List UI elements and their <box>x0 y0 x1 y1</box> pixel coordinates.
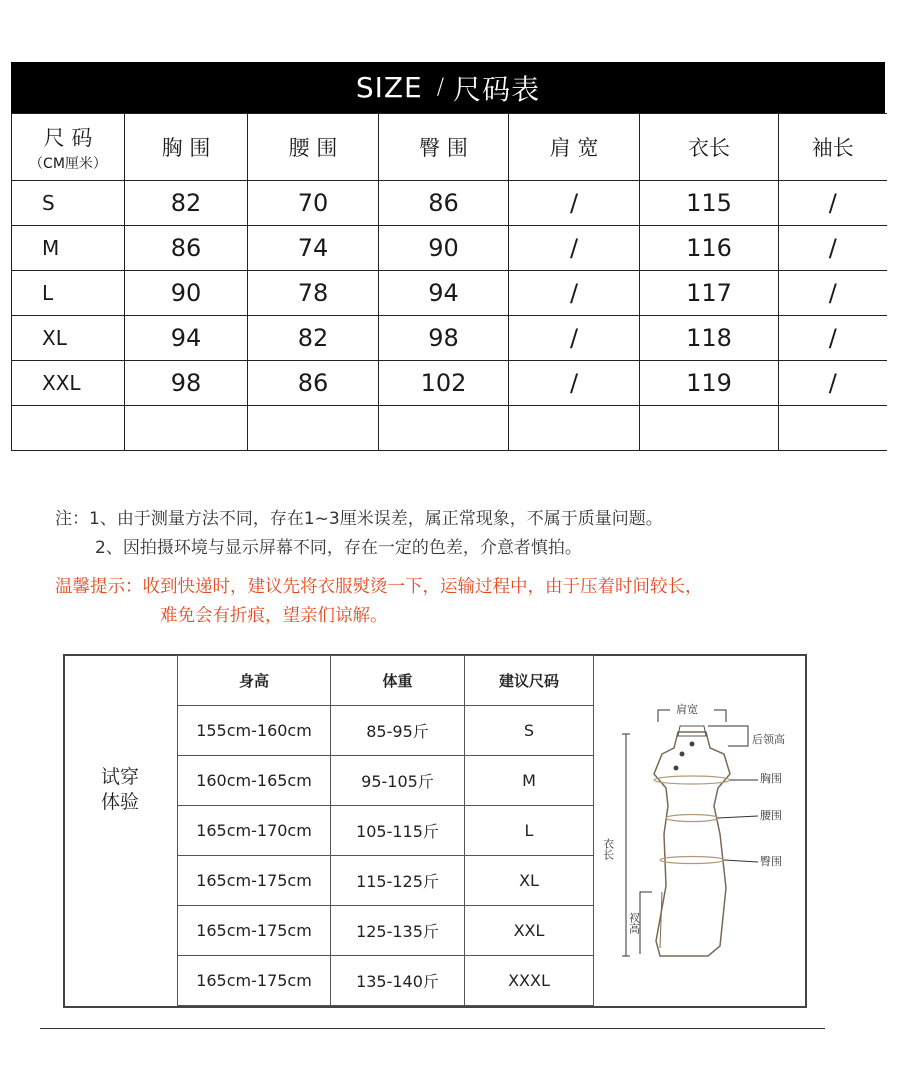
empty-cell <box>509 406 640 451</box>
cell-chest: 94 <box>125 316 248 361</box>
column-header-chest: 胸 围 <box>125 114 248 181</box>
cell-length: 117 <box>640 271 779 316</box>
row-size: L <box>12 271 125 316</box>
chest-band <box>654 776 730 784</box>
collar-shape <box>678 726 706 736</box>
cell-length: 118 <box>640 316 779 361</box>
fit-table <box>177 655 594 1006</box>
hip-band <box>660 857 724 864</box>
cell-shoulder: / <box>509 316 640 361</box>
slit-pointer <box>640 892 652 954</box>
cell-length: 116 <box>640 226 779 271</box>
row-size: M <box>12 226 125 271</box>
table-row <box>12 271 887 316</box>
cell-hip: 94 <box>379 271 509 316</box>
cell-hip: 90 <box>379 226 509 271</box>
waist-pointer <box>718 816 758 818</box>
cell-suggested-size: XXL <box>465 906 594 956</box>
qipao-dress-icon <box>596 656 806 1006</box>
button-dot <box>680 752 685 757</box>
cell-suggested-size: XL <box>465 856 594 906</box>
cell-sleeve: / <box>779 226 887 271</box>
cell-shoulder: / <box>509 226 640 271</box>
cell-weight: 95-105斤 <box>331 756 465 806</box>
cell-height: 165cm-175cm <box>178 956 331 1006</box>
size-title-en: SIZE <box>355 71 423 104</box>
cell-weight: 115-125斤 <box>331 856 465 906</box>
dress-outline <box>654 732 730 956</box>
table-row <box>178 706 594 756</box>
collar-line <box>708 726 748 746</box>
table-row <box>12 181 887 226</box>
table-row <box>178 956 594 1006</box>
size-table-header <box>11 62 885 113</box>
table-row <box>178 906 594 956</box>
empty-cell <box>779 406 887 451</box>
empty-cell <box>12 406 125 451</box>
cell-waist: 82 <box>248 316 379 361</box>
cell-chest: 90 <box>125 271 248 316</box>
cell-height: 160cm-165cm <box>178 756 331 806</box>
cell-shoulder: / <box>509 361 640 406</box>
cell-chest: 86 <box>125 226 248 271</box>
empty-cell <box>379 406 509 451</box>
label-waist: 腰围 <box>760 809 782 822</box>
tip-line-1: 温馨提示：收到快递时，建议先将衣服熨烫一下，运输过程中，由于压着时间较长， <box>55 577 703 597</box>
empty-cell <box>640 406 779 451</box>
size-column-header <box>12 114 125 181</box>
size-unit-label: （CM厘米） <box>29 155 107 172</box>
cell-weight: 85-95斤 <box>331 706 465 756</box>
fit-experience-label: 试穿体验 <box>100 766 139 813</box>
table-row <box>12 316 887 361</box>
size-title-sep: / <box>436 75 446 100</box>
label-chest: 胸围 <box>760 772 782 785</box>
cell-waist: 74 <box>248 226 379 271</box>
size-title-zh: 尺码表 <box>453 72 541 106</box>
note-measurement: 注：1、由于测量方法不同，存在1~3厘米误差，属正常现象，不属于质量问题。 <box>55 509 663 529</box>
cell-suggested-size: S <box>465 706 594 756</box>
cell-chest: 82 <box>125 181 248 226</box>
cell-sleeve: / <box>779 271 887 316</box>
label-hip: 臀围 <box>760 855 782 868</box>
column-header-height: 身高 <box>178 656 331 706</box>
label-slit: 衩高 <box>627 912 641 934</box>
column-header-weight: 体重 <box>331 656 465 706</box>
column-header-shoulder: 肩 宽 <box>509 114 640 181</box>
size-header-label: 尺 码 <box>43 125 93 150</box>
tip-line-2: 难免会有折痕，望亲们谅解。 <box>160 606 388 626</box>
cell-sleeve: / <box>779 181 887 226</box>
cell-hip: 98 <box>379 316 509 361</box>
size-table <box>11 113 887 451</box>
cell-height: 165cm-175cm <box>178 906 331 956</box>
table-row <box>178 856 594 906</box>
table-row-empty <box>12 406 887 451</box>
button-dot <box>674 766 679 771</box>
empty-cell <box>248 406 379 451</box>
cell-height: 165cm-170cm <box>178 806 331 856</box>
cell-length: 119 <box>640 361 779 406</box>
table-row <box>12 226 887 271</box>
cell-shoulder: / <box>509 181 640 226</box>
cell-suggested-size: L <box>465 806 594 856</box>
hip-pointer <box>724 860 758 862</box>
waist-band <box>666 815 718 822</box>
table-row <box>12 361 887 406</box>
cell-height: 165cm-175cm <box>178 856 331 906</box>
cell-height: 155cm-160cm <box>178 706 331 756</box>
cell-shoulder: / <box>509 271 640 316</box>
column-header-length: 衣长 <box>640 114 779 181</box>
row-size: S <box>12 181 125 226</box>
cell-suggested-size: M <box>465 756 594 806</box>
cell-waist: 78 <box>248 271 379 316</box>
cell-chest: 98 <box>125 361 248 406</box>
table-row <box>178 806 594 856</box>
empty-cell <box>125 406 248 451</box>
table-row <box>178 756 594 806</box>
label-length: 衣长 <box>601 838 615 860</box>
note-color: 2、因拍摄环境与显示屏幕不同，存在一定的色差，介意者慎拍。 <box>95 538 582 558</box>
column-header-hip: 臀 围 <box>379 114 509 181</box>
cell-weight: 135-140斤 <box>331 956 465 1006</box>
cell-suggested-size: XXXL <box>465 956 594 1006</box>
row-size: XXL <box>12 361 125 406</box>
button-dot <box>690 742 695 747</box>
cell-length: 115 <box>640 181 779 226</box>
column-header-suggested-size: 建议尺码 <box>465 656 594 706</box>
label-shoulder: 肩宽 <box>676 703 698 716</box>
fit-table-head-row <box>178 656 594 706</box>
cell-waist: 86 <box>248 361 379 406</box>
bottom-divider <box>40 1028 825 1029</box>
cell-waist: 70 <box>248 181 379 226</box>
cell-weight: 125-135斤 <box>331 906 465 956</box>
cell-sleeve: / <box>779 316 887 361</box>
cell-sleeve: / <box>779 361 887 406</box>
cell-hip: 102 <box>379 361 509 406</box>
cell-hip: 86 <box>379 181 509 226</box>
size-table-head-row <box>12 114 887 181</box>
label-back-collar: 后领高 <box>752 733 785 746</box>
column-header-sleeve: 袖长 <box>779 114 887 181</box>
column-header-waist: 腰 围 <box>248 114 379 181</box>
cell-weight: 105-115斤 <box>331 806 465 856</box>
row-size: XL <box>12 316 125 361</box>
